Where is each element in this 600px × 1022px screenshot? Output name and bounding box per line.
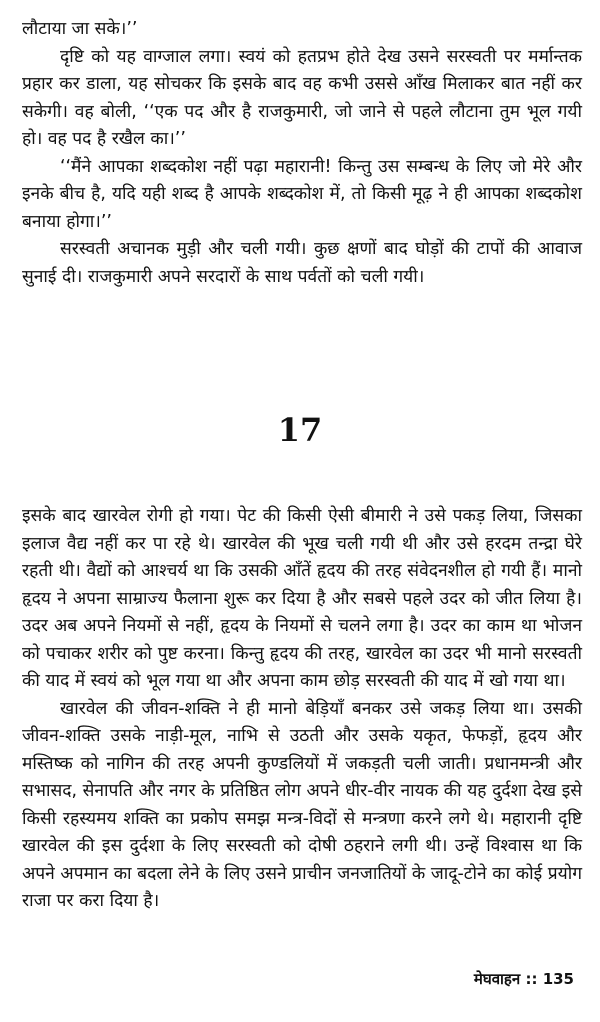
paragraph: ‘‘मैंने आपका शब्दकोश नहीं पढ़ा महारानी! किन्तु उस सम्बन्ध के लिए जो मेरे और इनके बीच है, यदि यही शब्द है आपके शब्दकोश में, तो किसी मूढ़ ने ही आपका शब्दकोश बनाया होगा।’’ bbox=[22, 156, 582, 232]
footer-separator: :: bbox=[525, 970, 538, 988]
paragraph: लौटाया जा सके।’’ bbox=[22, 19, 138, 39]
page-footer bbox=[474, 968, 574, 990]
paragraph: खारवेल की जीवन-शक्ति ने ही मानो बेड़ियाँ बनकर उसे जकड़ लिया था। उसकी जीवन-शक्ति उसके नाड़ी-मूल, नाभि से उठती और उसके यकृत, फेफड़ों, हृदय और मस्तिष्क को नागिन की तरह अपनी कुण्डलियों में जकड़ती चली जाती। प्रधानमन्त्री और सभासद, सेनापति और नगर के प्रतिष्ठित लोग अपने धीर-वीर नायक की यह दुर्दशा देख इसे किसी रहस्यमय शक्ति का प्रकोप समझ मन्त्र-विदों से मन्त्रणा करने लगे थे। महारानी दृष्टि खारवेल की इस दुर्दशा के लिए सरस्वती को दोषी ठहराने लगी थी। उन्हें विश्वास था कि अपने अपमान का बदला लेने के लिए उसने प्राचीन जनजातियों के जादू-टोने का कोई प्रयोग राजा पर करा दिया है। bbox=[22, 698, 582, 911]
page-number: 135 bbox=[542, 970, 574, 988]
running-title: मेघवाहन bbox=[473, 970, 521, 988]
section-after-chapter bbox=[22, 503, 582, 916]
paragraph: दृष्टि को यह वाग्जाल लगा। स्वयं को हतप्रभ होते देख उसने सरस्वती पर मर्मान्तक प्रहार कर डाला, यह सोचकर कि इसके बाद वह कभी उससे आँख मिलाकर बात नहीं कर सकेगी। वह बोली, ‘‘एक पद और है राजकुमारी, जो जाने से पहले लौटाना तुम भूल गयी हो। वह पद है रखैल का।’’ bbox=[22, 46, 582, 149]
section-before-chapter bbox=[22, 16, 582, 291]
paragraph: सरस्वती अचानक मुड़ी और चली गयी। कुछ क्षणों बाद घोड़ों की टापों की आवाज सुनाई दी। राजकुमारी अपने सरदारों के साथ पर्वतों को चली गयी। bbox=[22, 239, 582, 287]
paragraph: इसके बाद खारवेल रोगी हो गया। पेट की किसी ऐसी बीमारी ने उसे पकड़ लिया, जिसका इलाज वैद्य नहीं कर पा रहे थे। खारवेल की भूख चली गयी थी और उसे हरदम तन्द्रा घेरे रहती थी। वैद्यों को आश्चर्य था कि उसकी आँतें हृदय की तरह संवेदनशील हो गयी हैं। मानो हृदय ने अपना साम्राज्य फैलाना शुरू कर दिया है और सबसे पहले उदर को जीत लिया है। उदर अब अपने नियमों से नहीं, हृदय के नियमों से चलने लगा है। उदर का काम था भोजन को पचाकर शरीर को पुष्ट करना। किन्तु हृदय की तरह, खारवेल का उदर भी मानो सरस्वती की याद में स्वयं को भूल गया था और अपना काम छोड़ सरस्वती की याद में खो गया था। bbox=[22, 506, 582, 691]
chapter-number: 17 bbox=[277, 411, 323, 449]
